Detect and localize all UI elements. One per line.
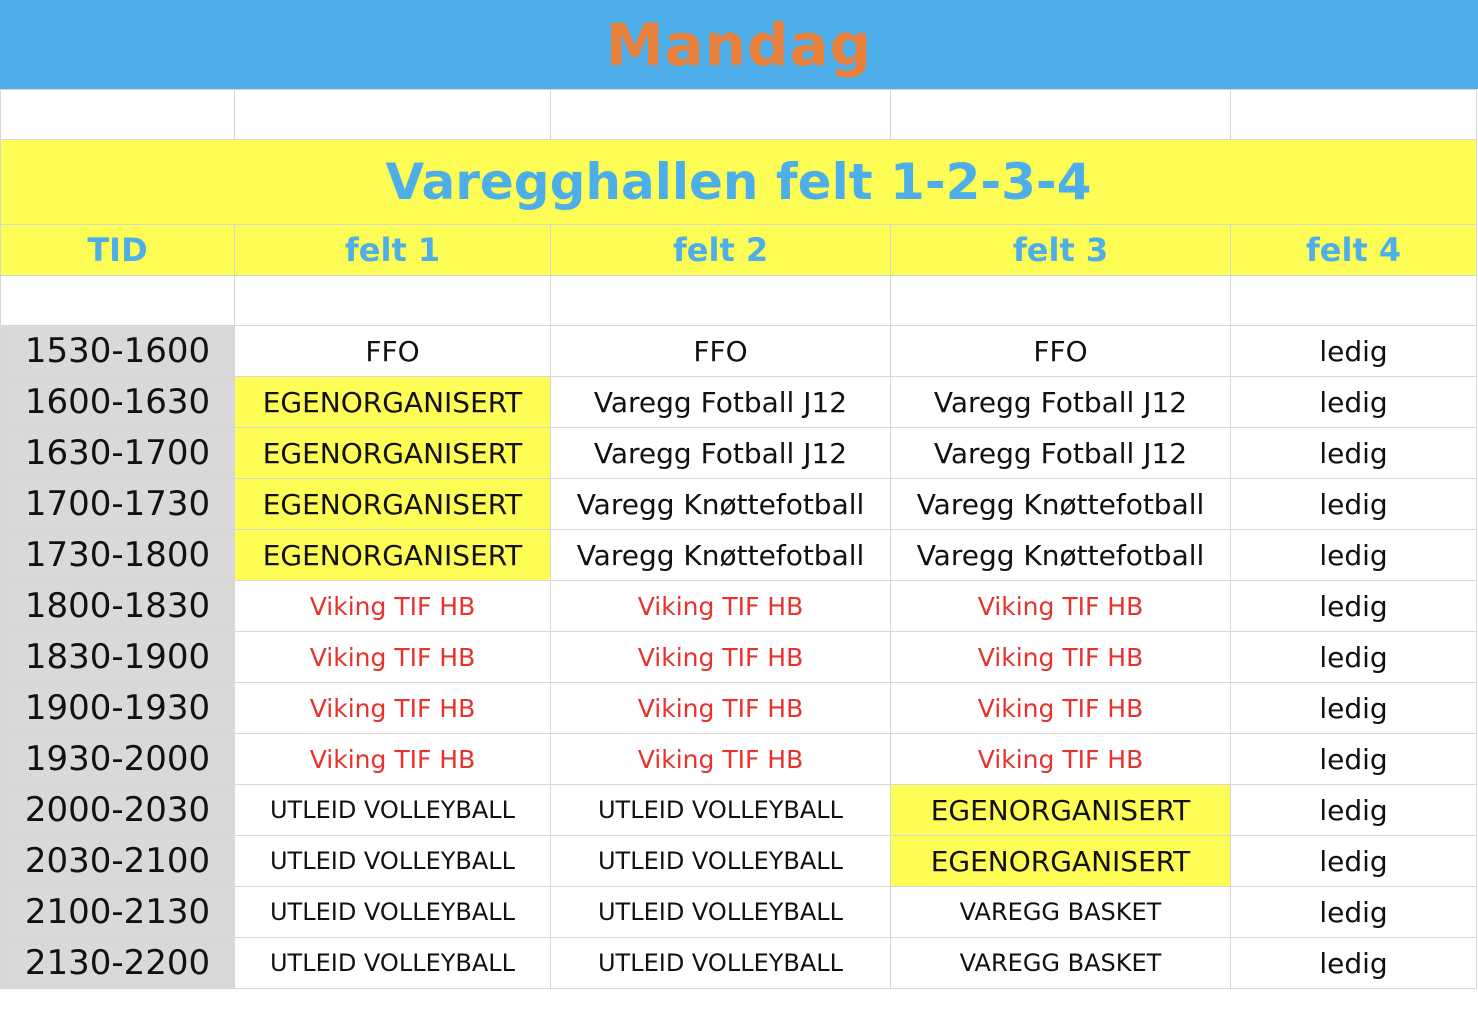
felt-2-cell[interactable]: Varegg Knøttefotball	[551, 479, 891, 530]
felt-4-cell[interactable]: ledig	[1231, 632, 1477, 683]
felt-2-cell[interactable]: FFO	[551, 326, 891, 377]
felt-2-cell[interactable]: Varegg Fotball J12	[551, 428, 891, 479]
felt-3-cell[interactable]: FFO	[891, 326, 1231, 377]
time-slot-row	[1, 632, 1477, 683]
felt-2-cell[interactable]: Viking TIF HB	[551, 683, 891, 734]
felt-1-cell[interactable]: EGENORGANISERT	[235, 479, 551, 530]
felt-2-cell[interactable]: UTLEID VOLLEYBALL	[551, 938, 891, 989]
header-felt-1[interactable]: felt 1	[235, 225, 551, 276]
felt-3-cell[interactable]: EGENORGANISERT	[891, 836, 1231, 887]
day-banner	[0, 0, 1478, 89]
time-slot-row	[1, 734, 1477, 785]
felt-1-cell[interactable]: UTLEID VOLLEYBALL	[235, 938, 551, 989]
blank-row	[1, 90, 1477, 140]
felt-4-cell[interactable]: ledig	[1231, 938, 1477, 989]
time-cell[interactable]: 1530-1600	[1, 326, 235, 377]
time-cell[interactable]: 1700-1730	[1, 479, 235, 530]
felt-2-cell[interactable]: UTLEID VOLLEYBALL	[551, 887, 891, 938]
time-slot-row	[1, 887, 1477, 938]
time-slot-row	[1, 785, 1477, 836]
schedule-table	[0, 89, 1477, 989]
felt-4-cell[interactable]: ledig	[1231, 581, 1477, 632]
time-slot-row	[1, 326, 1477, 377]
time-cell[interactable]: 1630-1700	[1, 428, 235, 479]
felt-3-cell[interactable]: VAREGG BASKET	[891, 938, 1231, 989]
time-slot-row	[1, 428, 1477, 479]
felt-3-cell[interactable]: Viking TIF HB	[891, 683, 1231, 734]
header-tid[interactable]: TID	[1, 225, 235, 276]
header-felt-3[interactable]: felt 3	[891, 225, 1231, 276]
felt-4-cell[interactable]: ledig	[1231, 887, 1477, 938]
blank-cell[interactable]	[1231, 90, 1477, 140]
empty-cell[interactable]	[1231, 276, 1477, 326]
felt-4-cell[interactable]: ledig	[1231, 683, 1477, 734]
felt-3-cell[interactable]: Varegg Knøttefotball	[891, 479, 1231, 530]
header-felt-2[interactable]: felt 2	[551, 225, 891, 276]
blank-cell[interactable]	[551, 90, 891, 140]
time-cell[interactable]: 2030-2100	[1, 836, 235, 887]
time-slot-row	[1, 683, 1477, 734]
felt-2-cell[interactable]: Viking TIF HB	[551, 581, 891, 632]
felt-1-cell[interactable]: EGENORGANISERT	[235, 530, 551, 581]
time-slot-row	[1, 581, 1477, 632]
time-cell[interactable]: 1930-2000	[1, 734, 235, 785]
felt-4-cell[interactable]: ledig	[1231, 734, 1477, 785]
felt-3-cell[interactable]: Varegg Fotball J12	[891, 377, 1231, 428]
empty-cell[interactable]	[235, 276, 551, 326]
felt-1-cell[interactable]: Viking TIF HB	[235, 734, 551, 785]
felt-3-cell[interactable]: Varegg Knøttefotball	[891, 530, 1231, 581]
time-slot-row	[1, 479, 1477, 530]
day-title: Mandag	[605, 10, 873, 79]
empty-cell[interactable]	[891, 276, 1231, 326]
felt-1-cell[interactable]: Viking TIF HB	[235, 683, 551, 734]
blank-cell[interactable]	[1, 90, 235, 140]
felt-4-cell[interactable]: ledig	[1231, 428, 1477, 479]
felt-3-cell[interactable]: VAREGG BASKET	[891, 887, 1231, 938]
time-cell[interactable]: 1730-1800	[1, 530, 235, 581]
time-cell[interactable]: 2130-2200	[1, 938, 235, 989]
felt-2-cell[interactable]: Viking TIF HB	[551, 734, 891, 785]
felt-3-cell[interactable]: Viking TIF HB	[891, 632, 1231, 683]
felt-2-cell[interactable]: Varegg Fotball J12	[551, 377, 891, 428]
time-cell[interactable]: 2100-2130	[1, 887, 235, 938]
felt-4-cell[interactable]: ledig	[1231, 377, 1477, 428]
column-header-row	[1, 225, 1477, 276]
felt-2-cell[interactable]: Varegg Knøttefotball	[551, 530, 891, 581]
header-felt-4[interactable]: felt 4	[1231, 225, 1477, 276]
time-slot-row	[1, 377, 1477, 428]
time-cell[interactable]: 1600-1630	[1, 377, 235, 428]
felt-2-cell[interactable]: Viking TIF HB	[551, 632, 891, 683]
hall-title-row	[1, 140, 1477, 225]
felt-1-cell[interactable]: UTLEID VOLLEYBALL	[235, 785, 551, 836]
felt-1-cell[interactable]: EGENORGANISERT	[235, 428, 551, 479]
felt-3-cell[interactable]: Varegg Fotball J12	[891, 428, 1231, 479]
felt-4-cell[interactable]: ledig	[1231, 479, 1477, 530]
time-cell[interactable]: 1800-1830	[1, 581, 235, 632]
empty-cell[interactable]	[1, 276, 235, 326]
empty-cell[interactable]	[551, 276, 891, 326]
blank-cell[interactable]	[891, 90, 1231, 140]
felt-1-cell[interactable]: UTLEID VOLLEYBALL	[235, 887, 551, 938]
time-cell[interactable]: 1830-1900	[1, 632, 235, 683]
felt-4-cell[interactable]: ledig	[1231, 326, 1477, 377]
felt-1-cell[interactable]: FFO	[235, 326, 551, 377]
felt-1-cell[interactable]: Viking TIF HB	[235, 632, 551, 683]
felt-1-cell[interactable]: UTLEID VOLLEYBALL	[235, 836, 551, 887]
felt-2-cell[interactable]: UTLEID VOLLEYBALL	[551, 836, 891, 887]
time-slot-row	[1, 938, 1477, 989]
time-cell[interactable]: 2000-2030	[1, 785, 235, 836]
felt-1-cell[interactable]: Viking TIF HB	[235, 581, 551, 632]
time-slot-row	[1, 836, 1477, 887]
felt-4-cell[interactable]: ledig	[1231, 785, 1477, 836]
felt-3-cell[interactable]: EGENORGANISERT	[891, 785, 1231, 836]
spacer-row	[1, 276, 1477, 326]
time-slot-row	[1, 530, 1477, 581]
hall-title[interactable]: Varegghallen felt 1-2-3-4	[1, 140, 1477, 225]
felt-4-cell[interactable]: ledig	[1231, 836, 1477, 887]
felt-3-cell[interactable]: Viking TIF HB	[891, 734, 1231, 785]
felt-3-cell[interactable]: Viking TIF HB	[891, 581, 1231, 632]
felt-2-cell[interactable]: UTLEID VOLLEYBALL	[551, 785, 891, 836]
felt-1-cell[interactable]: EGENORGANISERT	[235, 377, 551, 428]
blank-cell[interactable]	[235, 90, 551, 140]
felt-4-cell[interactable]: ledig	[1231, 530, 1477, 581]
time-cell[interactable]: 1900-1930	[1, 683, 235, 734]
